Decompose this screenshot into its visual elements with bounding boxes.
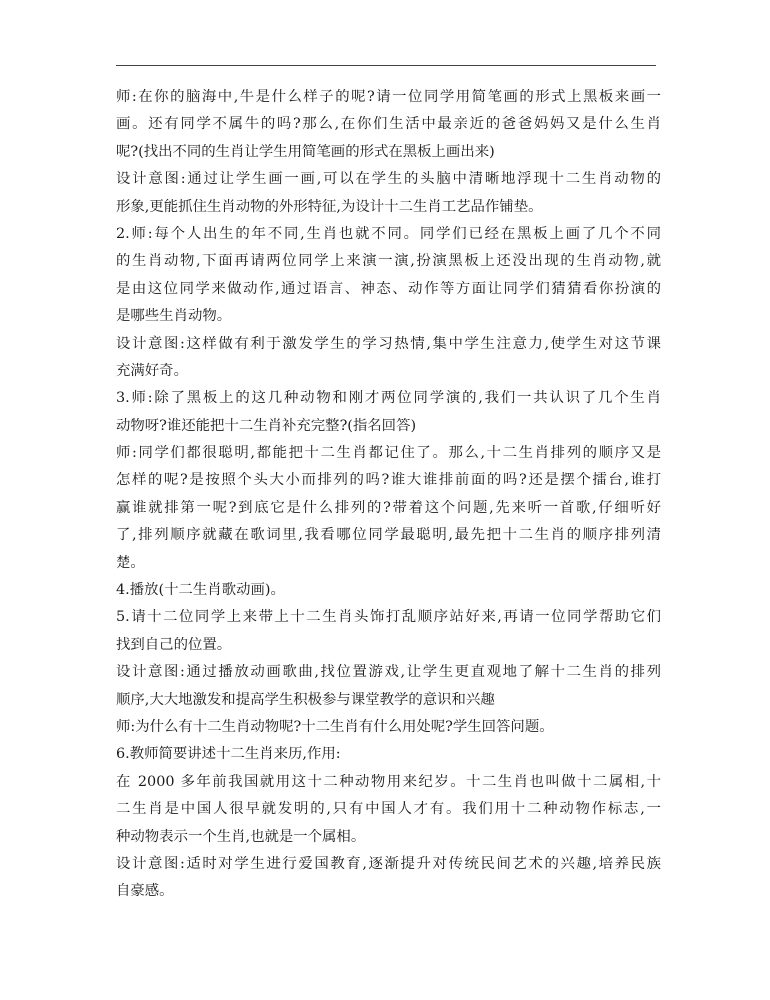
text-line: 动物呀?谁还能把十二生肖补充完整?(指名回答) <box>116 417 417 434</box>
text-line: 的生肖动物,下面再请两位同学上来演一演,扮演黑板上还没出现的生肖动物,就 <box>116 253 661 270</box>
text-line: 楚。 <box>116 554 145 571</box>
lesson-plan-body <box>116 84 661 906</box>
text-line: 师:在你的脑海中,牛是什么样子的呢?请一位同学用简笔画的形式上黑板来画一 <box>116 89 661 105</box>
text-line: 怎样的呢?是按照个头大小而排列的吗?谁大谁排前面的吗?还是摆个擂台,谁打 <box>116 472 661 489</box>
text-line: 自豪感。 <box>116 883 174 900</box>
text-line: 2.师:每个人出生的年不同,生肖也就不同。同学们已经在黑板上画了几个不同 <box>116 225 661 242</box>
text-line: 二生肖是中国人很早就发明的,只有中国人才有。我们用十二种动物作标志,一 <box>116 801 661 818</box>
text-line: 师:同学们都很聪明,都能把十二生肖都记住了。那么,十二生肖排列的顺序又是 <box>116 445 661 462</box>
text-line: 种动物表示一个生肖,也就是一个属相。 <box>116 828 366 845</box>
text-line: 充满好奇。 <box>116 362 188 379</box>
text-line: 形象,更能抓住生肖动物的外形特征,为设计十二生肖工艺品作铺垫。 <box>116 198 543 215</box>
text-line: 在 2000 多年前我国就用这十二种动物用来纪岁。十二生肖也叫做十二属相,十 <box>116 773 661 790</box>
text-line: 设计意图:通过让学生画一画,可以在学生的头脑中清晰地浮现十二生肖动物的 <box>116 171 661 188</box>
text-line: 了,排列顺序就藏在歌词里,我看哪位同学最聪明,最先把十二生肖的顺序排列清 <box>116 527 661 544</box>
text-line: 设计意图:通过播放动画歌曲,找位置游戏,让学生更直观地了解十二生肖的排列 <box>116 664 661 681</box>
text-line: 是由这位同学来做动作,通过语言、神态、动作等方面让同学们猜猜看你扮演的 <box>116 280 661 297</box>
text-line: 画。还有同学不属牛的吗?那么,在你们生活中最亲近的爸爸妈妈又是什么生肖 <box>116 116 661 133</box>
text-line: 设计意图:这样做有利于激发学生的学习热情,集中学生注意力,使学生对这节课 <box>116 335 661 352</box>
text-line: 3.师:除了黑板上的这几种动物和刚才两位同学演的,我们一共认识了几个生肖 <box>116 390 661 407</box>
text-line: 4.播放(十二生肖歌动画)。 <box>116 582 285 599</box>
text-line: 是哪些生肖动物。 <box>116 308 232 325</box>
text-line: 师:为什么有十二生肖动物呢?十二生肖有什么用处呢?学生回答问题。 <box>116 718 554 735</box>
text-line: 5.请十二位同学上来带上十二生肖头饰打乱顺序站好来,再请一位同学帮助它们 <box>116 609 661 626</box>
text-line: 顺序,大大地激发和提高学生积极参与课堂教学的意识和兴趣 <box>116 691 495 708</box>
text-line: 设计意图:适时对学生进行爱国教育,逐渐提升对传统民间艺术的兴趣,培养民族 <box>116 855 661 872</box>
text-line: 赢谁就排第一呢?到底它是什么排列的?带着这个问题,先来听一首歌,仔细听好 <box>116 499 661 516</box>
header-rule <box>116 65 656 66</box>
text-line: 呢?(找出不同的生肖让学生用简笔画的形式在黑板上画出来) <box>116 143 495 160</box>
text-line: 6.教师简要讲述十二生肖来历,作用: <box>116 746 341 763</box>
text-line: 找到自己的位置。 <box>116 636 232 653</box>
